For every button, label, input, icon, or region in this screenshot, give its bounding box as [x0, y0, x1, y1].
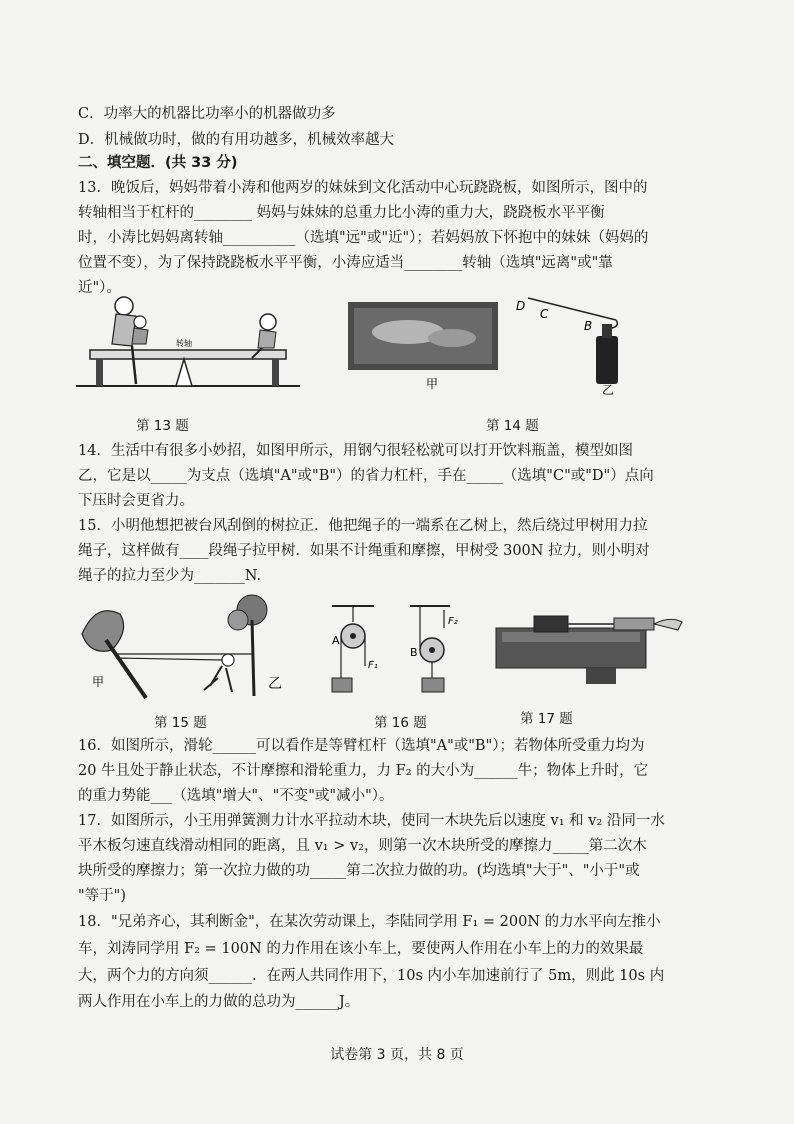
q15-line-2: 绳子，这样做有____段绳子拉甲树．如果不计绳重和摩擦，甲树受 300N 拉力，则小明对 [78, 543, 650, 559]
q18-line-2: 车，刘涛同学用 F₂ = 100N 的力作用在该小车上，要使两人作用在小车上的力的效果最 [78, 941, 644, 957]
caption-q13: 第 13 题 [136, 418, 189, 434]
q13-line-2: 转轴相当于杠杆的________ 妈妈与妹妹的总重力比小涛的重力大，跷跷板水平平衡 [78, 205, 605, 221]
force-f1-label: F₁ [368, 660, 378, 671]
point-d-label: D [516, 299, 526, 313]
option-c: C．功率大的机器比功率小的机器做功多 [78, 106, 336, 122]
q15-line-1: 15．小明他想把被台风刮倒的树拉正．他把绳子的一端系在乙树上，然后绕过甲树用力拉 [78, 518, 648, 534]
seesaw-figure [72, 292, 304, 396]
q16-line-1: 16．如图所示，滑轮______可以看作是等臂杠杆（选填"A"或"B"）；若物体所受重力均为 [78, 738, 645, 754]
q18-line-4: 两人作用在小车上的力做的总功为______J。 [78, 994, 360, 1010]
q17-line-2: 平木板匀速直线滑动相同的距离，且 v₁ > v₂，则第一次木块所受的摩擦力_____第二次木 [78, 838, 647, 854]
q14-line-3: 下压时会更省力。 [78, 493, 194, 509]
q13-line-1: 13．晚饭后，妈妈带着小涛和他两岁的妹妹到文化活动中心玩跷跷板，如图所示，图中的 [78, 180, 648, 196]
page-footer: 试卷第 3 页，共 8 页 [330, 1047, 464, 1063]
q16-line-3: 的重力势能___（选填"增大"、"不变"或"减小"）。 [78, 788, 394, 804]
point-c-label: C [540, 307, 549, 321]
q18-line-3: 大，两个力的方向须______．在两人共同作用下，10s 内小车加速前行了 5m，则此 10s 内 [78, 968, 665, 984]
pivot-label: 转轴 [176, 339, 192, 348]
q14-line-2: 乙，它是以_____为支点（选填"A"或"B"）的省力杠杆，手在_____（选填"C"或"D"）点向 [78, 468, 654, 484]
q15-line-3: 绳子的拉力至少为_______N. [78, 568, 262, 584]
tree-label-yi: 乙 [268, 676, 282, 692]
tree-label-jia: 甲 [92, 675, 105, 689]
model-label-yi: 乙 [602, 383, 615, 396]
point-b-label: B [584, 319, 593, 333]
q17-line-4: "等于") [78, 888, 126, 904]
bottle-opener-photo [348, 302, 514, 394]
caption-q17: 第 17 题 [520, 711, 573, 727]
q18-line-1: 18．"兄弟齐心，其利断金"，在某次劳动课上，李陆同学用 F₁ = 200N 的力水平向左推小 [78, 914, 661, 930]
q14-line-1: 14．生活中有很多小妙招，如图甲所示，用钢勺很轻松就可以打开饮料瓶盖，模型如图 [78, 443, 633, 459]
force-f2-label: F₂ [448, 616, 458, 627]
q17-line-3: 块所受的摩擦力；第一次拉力做的功_____第二次拉力做的功。(均选填"大于"、"小于"或 [78, 863, 640, 879]
pulley-b-label: B [410, 646, 418, 659]
pulleys-figure [324, 600, 464, 700]
caption-q16: 第 16 题 [374, 715, 427, 731]
option-d: D．机械做功时，做的有用功越多，机械效率越大 [78, 132, 395, 148]
q17-line-1: 17．如图所示，小王用弹簧测力计水平拉动木块，使同一木块先后以速度 v₁ 和 v₂ 沿同一水 [78, 813, 665, 829]
q13-line-3: 时，小涛比妈妈离转轴__________（选填"远"或"近"）；若妈妈放下怀抱中的妹妹（妈妈的 [78, 230, 649, 246]
caption-q14: 第 14 题 [486, 418, 539, 434]
q13-line-4: 位置不变），为了保持跷跷板水平平衡，小涛应适当________转轴（选填"远离"或"靠 [78, 255, 613, 271]
trees-figure [72, 590, 304, 706]
pulley-a-label: A [332, 634, 340, 647]
caption-q15: 第 15 题 [154, 715, 207, 731]
q13-line-5: 近"）。 [78, 280, 121, 296]
spring-scale-figure [494, 606, 686, 688]
q16-line-2: 20 牛且处于静止状态，不计摩擦和滑轮重力，力 F₂ 的大小为______牛；物体上升时，它 [78, 763, 649, 779]
section-heading: 二、填空题．(共 33 分) [78, 155, 238, 171]
photo-label-jia: 甲 [426, 377, 439, 391]
lever-model [512, 290, 638, 396]
